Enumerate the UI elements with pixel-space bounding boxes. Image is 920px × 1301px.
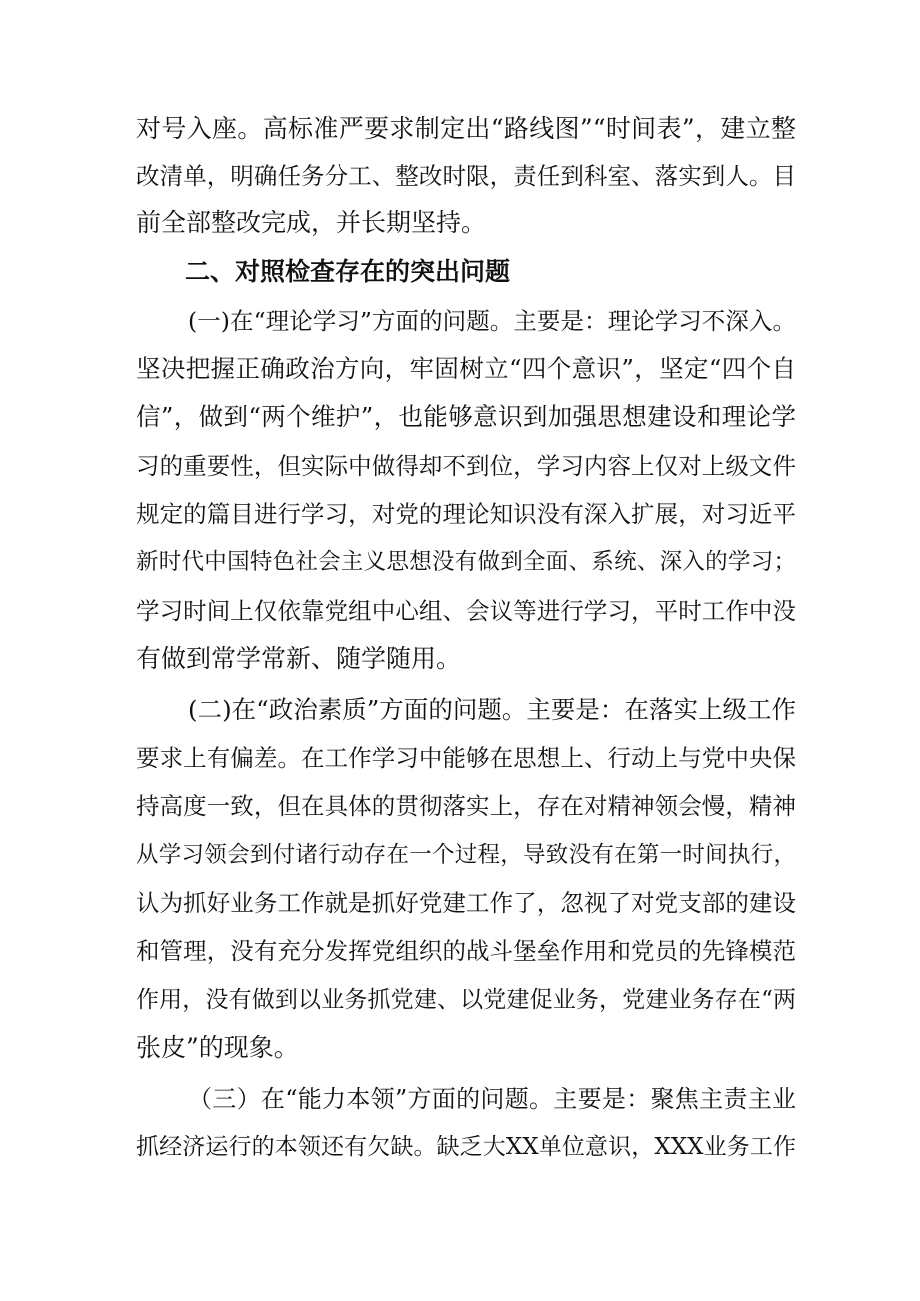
paragraph-line: 改清单，明确任务分工、整改时限，责任到科室、落实到人。目 (136, 162, 796, 190)
paragraph-line: (一)在“理论学习”方面的问题。主要是：理论学习不深入。 (188, 307, 796, 335)
paragraph-line: 学习时间上仅依靠党组中心组、会议等进行学习，平时工作中没 (136, 597, 796, 625)
paragraph-line: 规定的篇目进行学习，对党的理论知识没有深入扩展，对习近平 (136, 500, 796, 528)
paragraph-line: 认为抓好业务工作就是抓好党建工作了，忽视了对党支部的建设 (136, 889, 796, 917)
paragraph-line: 要求上有偏差。在工作学习中能够在思想上、行动上与党中央保 (136, 744, 796, 772)
paragraph-line: （三）在“能力本领”方面的问题。主要是：聚焦主责主业 (188, 1085, 796, 1113)
paragraph-line: 习的重要性，但实际中做得却不到位，学习内容上仅对上级文件 (136, 452, 796, 480)
paragraph-line: 从学习领会到付诸行动存在一个过程，导致没有在第一时间执行， (136, 842, 796, 868)
paragraph-line: 前全部整改完成，并长期坚持。 (136, 208, 487, 237)
paragraph-line: 信”，做到“两个维护”，也能够意识到加强思想建设和理论学 (136, 402, 796, 431)
paragraph-line: (二)在“政治素质”方面的问题。主要是：在落实上级工作 (188, 695, 796, 724)
paragraph-line: 抓经济运行的本领还有欠缺。缺乏大XX单位意识，XXX业务工作 (136, 1134, 796, 1160)
paragraph-line: 持高度一致，但在具体的贯彻落实上，存在对精神领会慢，精神 (136, 792, 796, 820)
paragraph-line: 张皮”的现象。 (136, 1033, 299, 1062)
paragraph-line: 坚决把握正确政治方向，牢固树立“四个意识”，坚定“四个自 (136, 354, 796, 383)
section-heading: 二、对照检查存在的突出问题 (185, 257, 511, 286)
paragraph-line: 和管理，没有充分发挥党组织的战斗堡垒作用和党员的先锋模范 (136, 937, 796, 965)
paragraph-line: 新时代中国特色社会主义思想没有做到全面、系统、深入的学习； (136, 549, 796, 575)
paragraph-line: 作用，没有做到以业务抓党建、以党建促业务，党建业务存在“两 (136, 987, 796, 1013)
paragraph-line: 有做到常学常新、随学随用。 (136, 644, 462, 673)
paragraph-line: 对号入座。高标准严要求制定出“路线图”“时间表”，建立整 (136, 114, 796, 143)
